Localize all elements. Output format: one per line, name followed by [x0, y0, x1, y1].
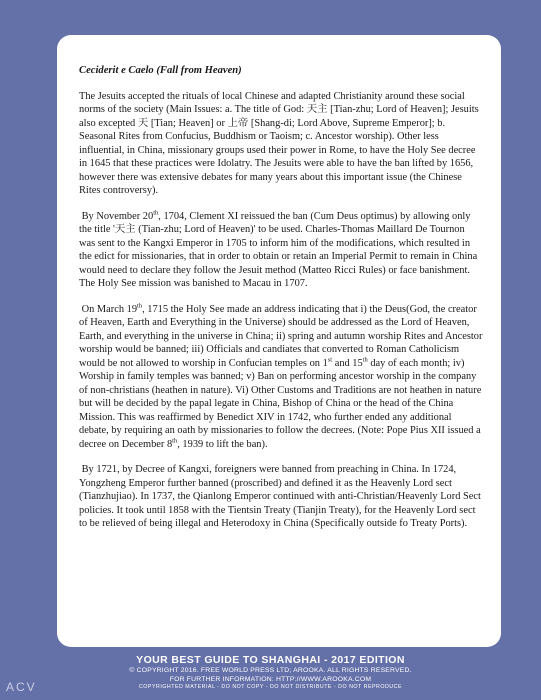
- p3-text-a: On March 19: [81, 303, 138, 315]
- page-footer: [0, 654, 541, 691]
- article-heading: Ceciderit e Caelo (Fall from Heaven): [79, 65, 242, 76]
- footer-title: YOUR BEST GUIDE TO SHANGHAI - 2017 EDITION: [136, 654, 405, 666]
- p3-ordinal-1: th: [137, 302, 143, 310]
- p4-text: By 1721, by Decree of Kangxi, foreigners were banned from preaching in China. In 1724, Yongzheng Emperor further banned (proscribed) and defined it as the Heavenly Lord sect (Tianzhujiao). In 1737, the Qianlong Emperor continued with anti-Christian/Heavenly Lord Sect policies. It took until 1858 with the Tientsin Treaty (Tianjin Treaty), for the Heavenly Lord sect to be relieved of being illegal and Heterodoxy in China (Specifically outside fo Treaty Ports).: [79, 464, 481, 529]
- p3-text-e: , 1939 to lift the ban).: [177, 438, 268, 450]
- p3-text-c: and 15: [332, 357, 363, 369]
- paragraph-kangxi-decree: [79, 463, 483, 531]
- paragraph-jesuit-rites: The Jesuits accepted the rituals of local Chinese and adapted Christianity around these social norms of the society (Main Issues: a. The title of God: 天主 [Tian-zhu; Lord of Heaven]; Jesuits also excepted 天 [Tian; Heaven] or 上帝 [Shang-di; Lord Above, Supreme Emperor]; b. Seasonal Rites from Confucius, Buddhism or Taoism; c. Ancestor worship). Other less influential, in China, missionary groups used their power in Rome, to have the Holy See decree in 1645 that these practices were Idolatry. The Jesuits were able to have the ban lifted by 1656, however there was extensive debates for many years about this important issue (the Chinese Rites controversy).: [79, 90, 479, 196]
- corner-watermark: ACV: [6, 680, 37, 694]
- p3-text-b: , 1715 the Holy See made an address indicating that i) the Deus(God, the creator of Heaven, Earth and Everything in the Universe) should be addressed as the Lord of Heaven, Earth, and everything in the universe in China; ii) spring and autumn worship Rites and Ancestor worship would be banned; iii) Officials and candiates that converted to Roman Catholicism would be not allowed to worship in Confucian temples on 1: [79, 303, 483, 369]
- p2-text-a: By November 20: [81, 210, 154, 222]
- p3-text-d: day of each month; iv) Worship in family temples was banned; v) Ban on performing ancestor worship in the company of non-christians (heathen in nature). Vi) Other Customs and Traditions are not heathen in nature but will be decided by the papal legate in China, Bishop of China or the head of the China Mission. This was reaffirmed by Benedict XIV in 1742, who further ended any additional debate, by requiring an oath by missionaries to follow the decrees. (Note: Pope Pius XII issued a decree on December 8: [79, 357, 482, 450]
- footer-copyright: © COPYRIGHT 2016. FREE WORLD PRESS LTD; AROOKA. ALL RIGHTS RESERVED.: [129, 667, 412, 674]
- footer-info: FOR FURTHER INFORMATION: HTTP://WWW.AROOKA.COM: [169, 675, 372, 683]
- p3-ordinal-3: th: [362, 356, 368, 364]
- p2-text-b: , 1704, Clement XI reissued the ban (Cum Deus optimus) by allowing only the title '天主 (Tian-zhu; Lord of Heaven)' to be used. Charles-Thomas Maillard De Tournon was sent to the Kangxi Emperor in 1705 to inform him of the modifications, which resulted in the edict for missionaries, that in order to obtain or retain an Imperial Permit to remain in China would need to declare they follow the Jesuit method (Matteo Ricci Rules) or face banishment. The Holy See mission was banished to Macau in 1707.: [79, 210, 478, 289]
- footer-notice: COPYRIGHTED MATERIAL - DO NOT COPY - DO NOT DISTRIBUTE - DO NOT REPRODUCE: [138, 684, 402, 690]
- paragraph-clement-ban: [79, 210, 483, 291]
- article-body: [79, 64, 483, 543]
- p3-ordinal-2: st: [327, 356, 333, 364]
- p2-ordinal: th: [153, 209, 159, 217]
- paragraph-holy-see-address: [79, 303, 483, 452]
- page-card: [57, 35, 501, 647]
- p3-ordinal-4: th: [172, 437, 178, 445]
